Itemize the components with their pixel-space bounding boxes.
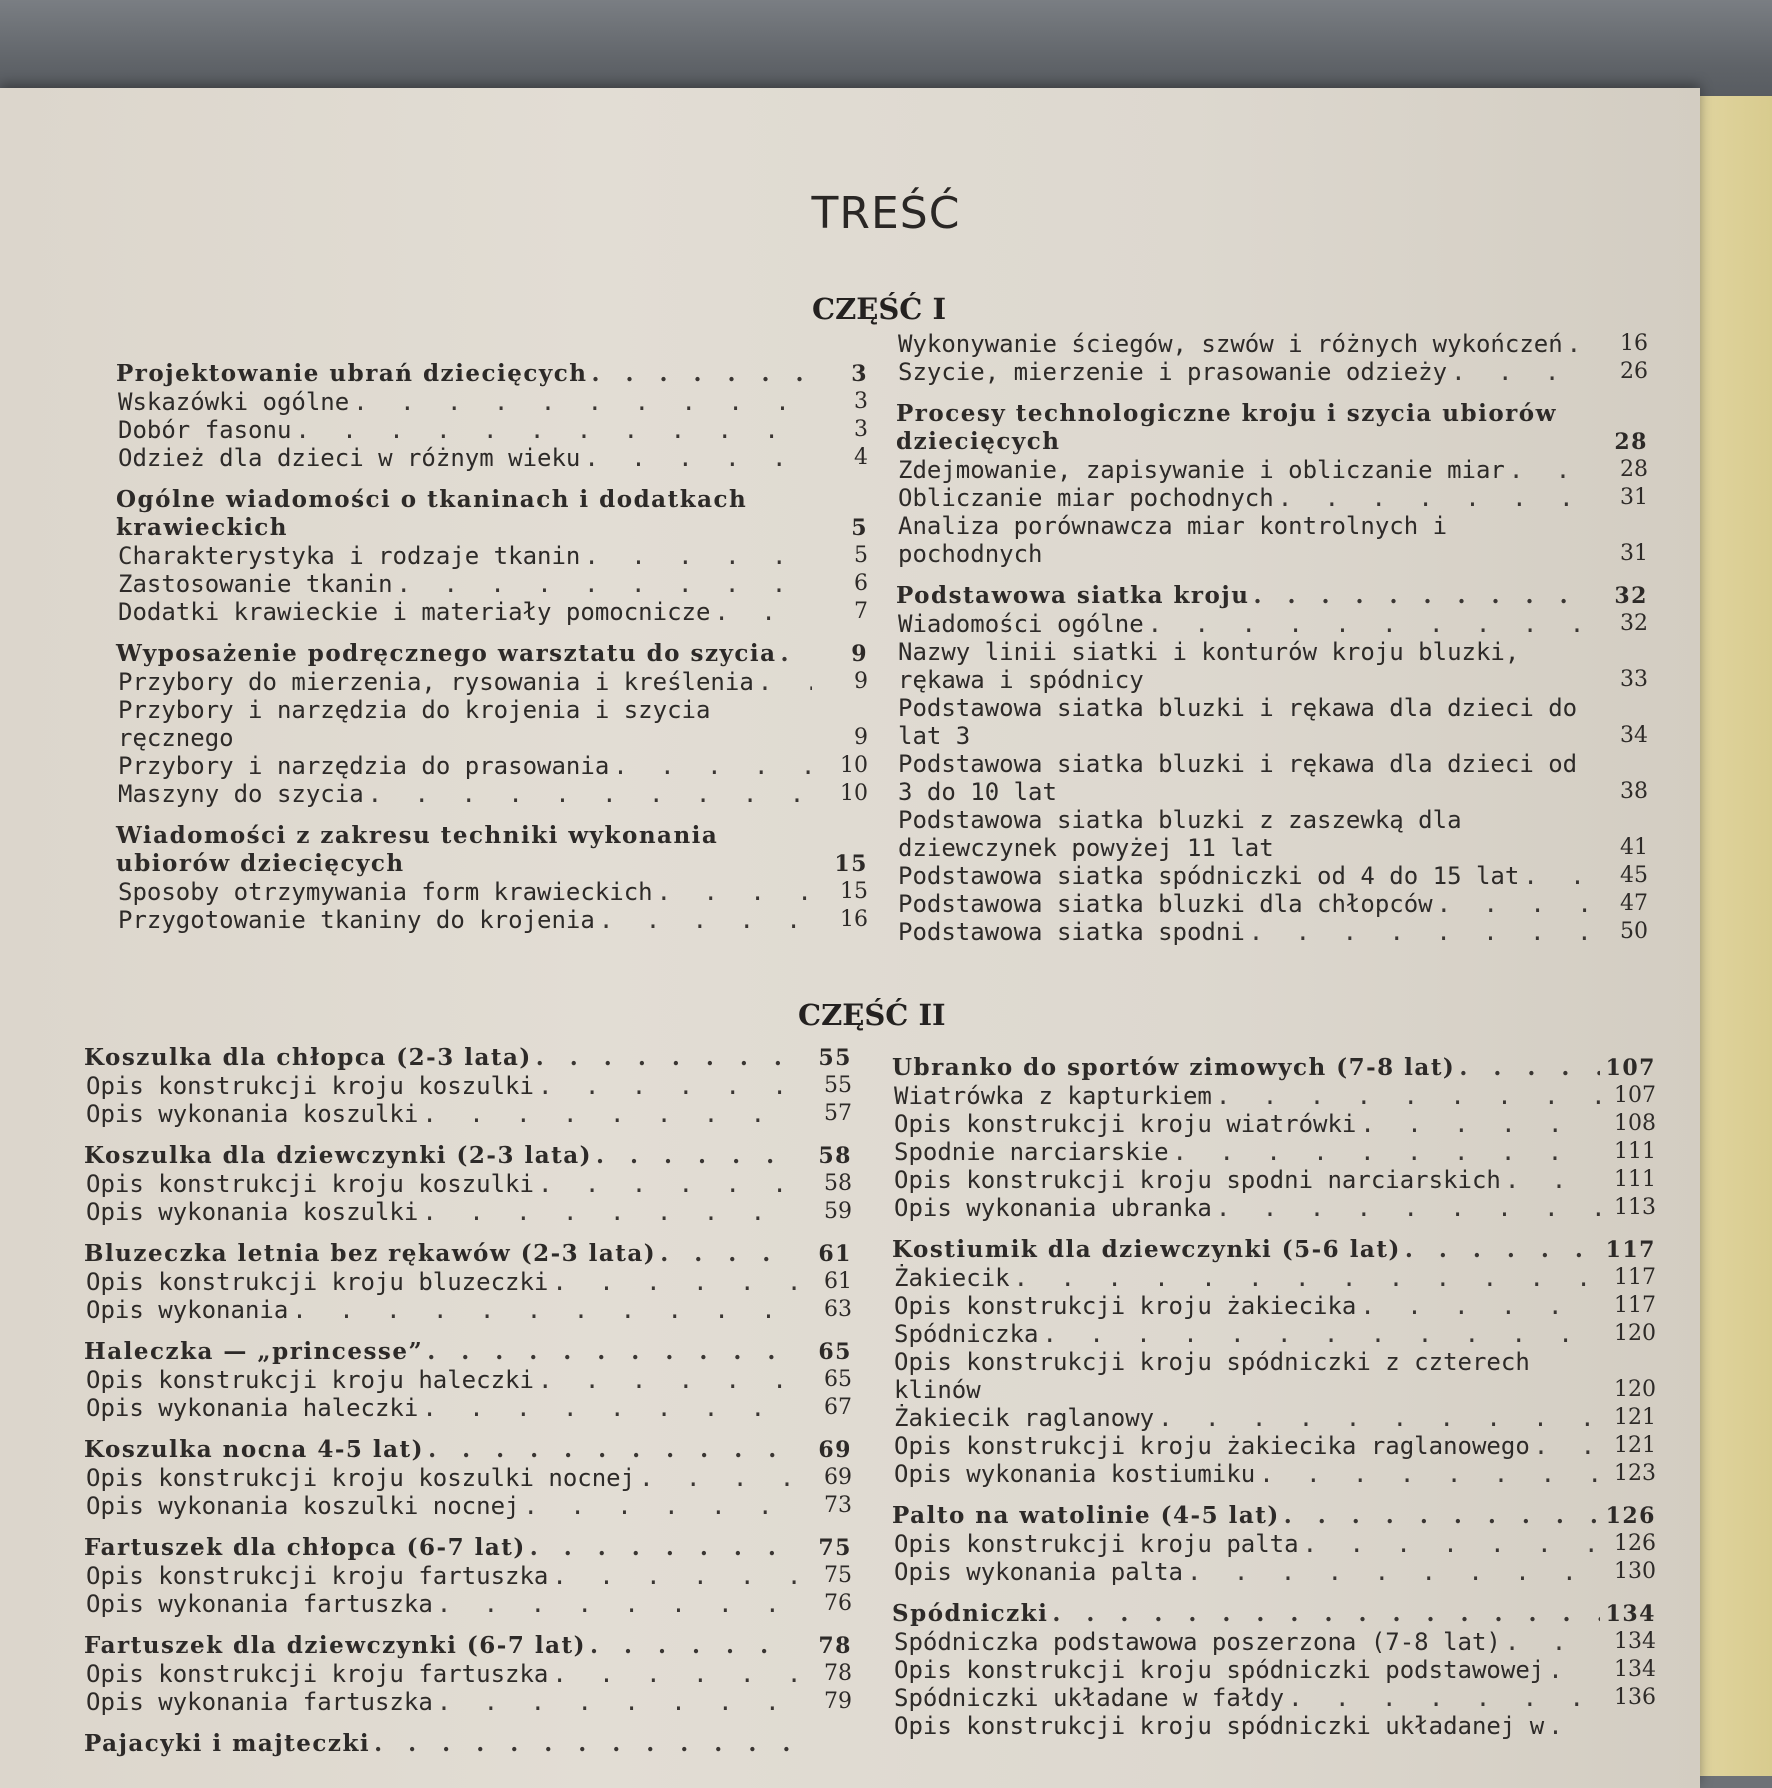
toc-entry-title: Podstawowa siatka kroju xyxy=(896,582,1250,609)
toc-entry-title: Opis konstrukcji kroju koszulki xyxy=(86,1170,534,1198)
toc-page-number: 117 xyxy=(1605,1237,1656,1263)
toc-section-entry xyxy=(84,1632,852,1660)
toc-entry xyxy=(892,1138,1656,1166)
toc-entry-title: Palto na watolinie (4-5 lat) xyxy=(892,1502,1280,1529)
part-1-heading: CZĘŚĆ I xyxy=(812,292,947,326)
toc-page-number: 111 xyxy=(1614,1167,1656,1192)
toc-entry xyxy=(892,1082,1656,1110)
part-2-left-column xyxy=(84,1044,852,1758)
toc-section-entry xyxy=(84,1534,852,1562)
dot-leader xyxy=(523,1492,796,1520)
toc-entry-title: Opis wykonania ubranka xyxy=(894,1194,1212,1222)
toc-page-number: 16 xyxy=(840,907,868,932)
toc-page-number: 123 xyxy=(1614,1461,1656,1486)
toc-page-number: 15 xyxy=(840,879,868,904)
toc-entry xyxy=(896,456,1648,484)
toc-entry xyxy=(896,484,1648,512)
dot-leader xyxy=(1284,1502,1600,1530)
toc-entry-title: Podstawowa siatka bluzki z zaszewką dla dziewczynek powyżej 11 lat xyxy=(898,806,1462,862)
toc-entry-title: Opis konstrukcji kroju haleczki xyxy=(86,1366,534,1394)
toc-page-number: 45 xyxy=(1620,863,1648,888)
toc-section-entry xyxy=(116,822,868,878)
toc-entry-title: Wiadomości ogólne xyxy=(898,610,1144,638)
toc-entry-title: Zdejmowanie, zapisywanie i obliczanie miar xyxy=(898,456,1505,484)
toc-entry xyxy=(896,694,1648,750)
toc-entry-title: Charakterystyka i rodzaje tkanin xyxy=(118,542,581,570)
dot-leader xyxy=(1459,1054,1600,1082)
dot-leader xyxy=(781,640,812,668)
toc-entry-title: Szycie, mierzenie i prasowanie odzieży xyxy=(898,358,1448,386)
toc-page-number: 107 xyxy=(1605,1055,1656,1081)
toc-entry-title: Opis konstrukcji kroju spódniczki układanej w xyxy=(894,1712,1545,1740)
dot-leader xyxy=(295,416,812,444)
dot-leader xyxy=(427,1338,796,1366)
dot-leader xyxy=(428,1436,796,1464)
toc-entry-title: Wskazówki ogólne xyxy=(118,388,350,416)
toc-entry-title: Opis konstrukcji kroju fartuszka xyxy=(86,1660,549,1688)
toc-page-number: 6 xyxy=(854,571,868,596)
toc-page-number: 79 xyxy=(824,1689,852,1714)
dot-leader xyxy=(437,1590,796,1618)
toc-entry xyxy=(84,1198,852,1226)
toc-entry-title: Opis konstrukcji kroju fartuszka xyxy=(86,1562,549,1590)
dot-leader xyxy=(1360,1110,1600,1138)
dot-leader xyxy=(422,1198,796,1226)
dot-leader xyxy=(397,570,812,598)
dot-leader xyxy=(1216,1194,1600,1222)
toc-entry xyxy=(116,752,868,780)
toc-section-entry xyxy=(896,582,1648,610)
toc-page-number: 59 xyxy=(824,1199,852,1224)
dot-leader xyxy=(714,598,812,626)
toc-page-number: 5 xyxy=(851,515,868,541)
toc-page-number: 134 xyxy=(1605,1601,1656,1627)
toc-entry xyxy=(84,1394,852,1422)
toc-entry-title: Opis wykonania fartuszka xyxy=(86,1688,433,1716)
dot-leader xyxy=(552,1562,796,1590)
toc-entry-title: Koszulka dla dziewczynki (2-3 lata) xyxy=(84,1142,593,1169)
dot-leader xyxy=(584,542,812,570)
toc-section-entry xyxy=(892,1236,1656,1264)
dot-leader xyxy=(1405,1236,1600,1264)
dot-leader xyxy=(1249,918,1592,946)
dot-leader xyxy=(1288,1684,1600,1712)
toc-entry xyxy=(116,878,868,906)
dot-leader xyxy=(596,1142,796,1170)
dot-leader xyxy=(1043,1320,1601,1348)
toc-entry-title: Analiza porównawcza miar kontrolnych i pochodnych xyxy=(898,512,1448,568)
toc-page-number: 126 xyxy=(1614,1531,1656,1556)
toc-page-number: 58 xyxy=(818,1143,852,1169)
toc-entry-title: Opis konstrukcji kroju palta xyxy=(894,1530,1299,1558)
toc-entry-title: Podstawowa siatka bluzki i rękawa dla dzieci od 3 do 10 lat xyxy=(898,750,1578,806)
toc-page-number: 121 xyxy=(1614,1405,1656,1430)
toc-entry xyxy=(116,780,868,808)
dot-leader xyxy=(292,1296,796,1324)
toc-entry-title: Przybory do mierzenia, rysowania i kreślenia xyxy=(118,668,754,696)
toc-entry xyxy=(896,862,1648,890)
toc-page-number: 9 xyxy=(854,669,868,694)
toc-page-number: 28 xyxy=(1620,457,1648,482)
toc-entry xyxy=(116,906,868,934)
toc-entry-title: Spodnie narciarskie xyxy=(894,1138,1169,1166)
toc-entry xyxy=(892,1656,1656,1684)
toc-entry-title: Nazwy linii siatki i konturów kroju bluzki, rękawa i spódnicy xyxy=(898,638,1520,694)
dot-leader xyxy=(353,388,812,416)
toc-page-number: 3 xyxy=(851,361,868,387)
toc-entry-title: Dobór fasonu xyxy=(118,416,292,444)
toc-entry xyxy=(116,444,868,472)
dot-leader xyxy=(591,360,812,388)
toc-page-number: 120 xyxy=(1614,1377,1656,1402)
toc-entry-title: Przygotowanie tkaniny do krojenia xyxy=(118,906,595,934)
toc-entry xyxy=(84,1170,852,1198)
toc-entry xyxy=(892,1558,1656,1586)
dot-leader xyxy=(590,1632,796,1660)
dot-leader xyxy=(639,1464,796,1492)
toc-page-number: 3 xyxy=(854,389,868,414)
part-1-left-column xyxy=(116,360,868,934)
page-title: TREŚĆ xyxy=(811,188,961,239)
dot-leader xyxy=(538,1170,796,1198)
toc-section-entry xyxy=(892,1054,1656,1082)
dot-leader xyxy=(1523,862,1592,890)
toc-entry-title: Projektowanie ubrań dziecięcych xyxy=(116,360,588,387)
toc-page-number: 78 xyxy=(818,1633,852,1659)
toc-entry-title: Ogólne wiadomości o tkaninach i dodatkach krawieckich xyxy=(116,486,748,541)
toc-entry-title: Fartuszek dla dziewczynki (6-7 lat) xyxy=(84,1632,586,1659)
toc-page-number: 121 xyxy=(1614,1433,1656,1458)
toc-entry xyxy=(84,1562,852,1590)
toc-section-entry xyxy=(116,640,868,668)
toc-section-entry xyxy=(84,1142,852,1170)
dot-leader xyxy=(657,878,812,906)
toc-entry xyxy=(896,512,1648,568)
toc-entry-title: Fartuszek dla chłopca (6-7 lat) xyxy=(84,1534,526,1561)
toc-entry xyxy=(84,1366,852,1394)
toc-entry-title: Opis wykonania xyxy=(86,1296,289,1324)
toc-entry xyxy=(892,1712,1656,1740)
toc-entry-title: Opis konstrukcji kroju żakiecika raglanowego xyxy=(894,1432,1530,1460)
toc-page-number: 10 xyxy=(840,781,868,806)
toc-entry-title: Sposoby otrzymywania form krawieckich xyxy=(118,878,653,906)
toc-entry xyxy=(892,1628,1656,1656)
toc-entry-title: Przybory i narzędzia do prasowania xyxy=(118,752,610,780)
toc-entry xyxy=(84,1590,852,1618)
dot-leader xyxy=(536,1044,796,1072)
toc-entry xyxy=(84,1268,852,1296)
toc-entry xyxy=(892,1292,1656,1320)
toc-page-number: 120 xyxy=(1614,1321,1656,1346)
dot-leader xyxy=(1278,484,1592,512)
toc-page-number: 67 xyxy=(824,1395,852,1420)
dot-leader xyxy=(1187,1558,1600,1586)
toc-entry xyxy=(84,1660,852,1688)
toc-entry xyxy=(84,1464,852,1492)
dot-leader xyxy=(1253,582,1592,610)
toc-entry-title: Maszyny do szycia xyxy=(118,780,364,808)
toc-entry-title: Opis konstrukcji kroju wiatrówki xyxy=(894,1110,1357,1138)
toc-entry-title: Podstawowa siatka bluzki i rękawa dla dzieci do lat 3 xyxy=(898,694,1578,750)
toc-entry-title: Dodatki krawieckie i materiały pomocnicze xyxy=(118,598,711,626)
toc-entry xyxy=(892,1194,1656,1222)
toc-page-number: 31 xyxy=(1620,485,1648,510)
toc-page-number: 7 xyxy=(854,599,868,624)
toc-entry-title: Opis konstrukcji kroju spódniczki z czterech klinów xyxy=(894,1348,1530,1404)
dot-leader xyxy=(538,1072,796,1100)
toc-entry-title: Opis konstrukcji kroju spodni narciarskich xyxy=(894,1166,1501,1194)
toc-section-entry xyxy=(116,360,868,388)
toc-page-number: 50 xyxy=(1620,919,1648,944)
toc-entry xyxy=(892,1530,1656,1558)
dot-leader xyxy=(584,444,812,472)
toc-section-entry xyxy=(892,1600,1656,1628)
toc-entry-title: Koszulka dla chłopca (2-3 lata) xyxy=(84,1044,532,1071)
dot-leader xyxy=(552,1268,796,1296)
toc-entry-title: Spódniczki xyxy=(892,1600,1049,1627)
toc-entry xyxy=(896,610,1648,638)
toc-section-entry xyxy=(84,1436,852,1464)
dot-leader xyxy=(1509,456,1592,484)
dot-leader xyxy=(1534,1432,1600,1460)
toc-entry xyxy=(116,416,868,444)
toc-entry xyxy=(892,1166,1656,1194)
toc-page-number: 32 xyxy=(1620,611,1648,636)
toc-entry xyxy=(84,1072,852,1100)
toc-entry xyxy=(896,890,1648,918)
part-2-heading: CZĘŚĆ II xyxy=(798,998,946,1032)
toc-entry xyxy=(892,1404,1656,1432)
toc-entry xyxy=(892,1460,1656,1488)
toc-entry-title: Opis wykonania haleczki xyxy=(86,1394,419,1422)
toc-page-number: 16 xyxy=(1620,331,1648,356)
toc-page-number: 107 xyxy=(1614,1083,1656,1108)
toc-entry xyxy=(892,1320,1656,1348)
toc-section-entry xyxy=(896,400,1648,456)
dot-leader xyxy=(1216,1082,1600,1110)
toc-page-number: 34 xyxy=(1620,723,1648,748)
dot-leader xyxy=(1360,1292,1600,1320)
toc-entry xyxy=(84,1492,852,1520)
toc-entry-title: Opis konstrukcji kroju spódniczki podstawowej xyxy=(894,1656,1545,1684)
dot-leader xyxy=(1505,1166,1600,1194)
toc-entry-title: Wiatrówka z kapturkiem xyxy=(894,1082,1212,1110)
dot-leader xyxy=(1303,1530,1600,1558)
toc-page-number: 117 xyxy=(1614,1293,1656,1318)
toc-entry-title: Wyposażenie podręcznego warsztatu do szycia xyxy=(116,640,777,667)
toc-page-number: 75 xyxy=(818,1535,852,1561)
toc-entry xyxy=(896,638,1648,694)
toc-entry-title: Podstawowa siatka spódniczki od 4 do 15 lat xyxy=(898,862,1520,890)
toc-entry-title: Pajacyki i majteczki xyxy=(84,1730,371,1757)
toc-entry-title: Zastosowanie tkanin xyxy=(118,570,393,598)
toc-section-entry xyxy=(116,486,868,542)
toc-page-number: 134 xyxy=(1614,1657,1656,1682)
dot-leader xyxy=(374,1730,796,1758)
toc-entry-title: Przybory i narzędzia do krojenia i szycia ręcznego xyxy=(118,696,711,752)
dot-leader xyxy=(1014,1264,1600,1292)
toc-page-number: 28 xyxy=(1614,429,1648,455)
toc-page-number: 26 xyxy=(1620,359,1648,384)
toc-page-number: 38 xyxy=(1620,779,1648,804)
toc-page-number: 4 xyxy=(854,445,868,470)
toc-entry xyxy=(892,1684,1656,1712)
toc-page-number: 65 xyxy=(818,1339,852,1365)
dot-leader xyxy=(1052,1600,1600,1628)
dot-leader xyxy=(1437,890,1592,918)
toc-entry-title: Podstawowa siatka bluzki dla chłopców xyxy=(898,890,1433,918)
toc-page-number: 130 xyxy=(1614,1559,1656,1584)
toc-entry xyxy=(84,1100,852,1128)
toc-entry-title: Spódniczka xyxy=(894,1320,1039,1348)
toc-page-number: 15 xyxy=(834,851,868,877)
toc-page-number: 47 xyxy=(1620,891,1648,916)
dot-leader xyxy=(437,1688,796,1716)
toc-entry xyxy=(116,570,868,598)
dot-leader xyxy=(1259,1460,1600,1488)
toc-entry-title: Żakiecik raglanowy xyxy=(894,1404,1155,1432)
toc-entry xyxy=(116,696,868,752)
part-1-right-column xyxy=(896,330,1648,946)
toc-entry xyxy=(84,1688,852,1716)
toc-page-number: 65 xyxy=(824,1367,852,1392)
toc-entry-title: Procesy technologiczne kroju i szycia ubiorów dziecięcych xyxy=(896,400,1557,455)
toc-page-number: 113 xyxy=(1614,1195,1656,1220)
toc-entry-title: Ubranko do sportów zimowych (7-8 lat) xyxy=(892,1054,1456,1081)
toc-entry-title: Opis konstrukcji kroju żakiecika xyxy=(894,1292,1357,1320)
part-2-right-column xyxy=(892,1054,1656,1740)
toc-page-number: 61 xyxy=(818,1241,852,1267)
toc-entry-title: Haleczka — „princesse” xyxy=(84,1338,424,1365)
dot-leader xyxy=(758,668,812,696)
toc-section-entry xyxy=(84,1338,852,1366)
toc-page-number: 3 xyxy=(854,417,868,442)
dot-leader xyxy=(613,752,812,780)
toc-entry xyxy=(896,806,1648,862)
toc-page-number: 33 xyxy=(1620,667,1648,692)
dot-leader xyxy=(530,1534,796,1562)
toc-page-number: 9 xyxy=(851,641,868,667)
toc-section-entry xyxy=(84,1044,852,1072)
toc-entry xyxy=(892,1348,1656,1404)
toc-entry xyxy=(892,1432,1656,1460)
dot-leader xyxy=(1158,1404,1600,1432)
toc-page-number: 117 xyxy=(1614,1265,1656,1290)
toc-entry xyxy=(892,1110,1656,1138)
dot-leader xyxy=(422,1100,796,1128)
toc-page-number: 76 xyxy=(824,1591,852,1616)
dot-leader xyxy=(1505,1628,1600,1656)
toc-entry-title: Podstawowa siatka spodni xyxy=(898,918,1245,946)
toc-entry xyxy=(116,542,868,570)
toc-page-number: 111 xyxy=(1614,1139,1656,1164)
toc-entry xyxy=(84,1296,852,1324)
dot-leader xyxy=(660,1240,796,1268)
dot-leader xyxy=(599,906,812,934)
toc-page-number: 5 xyxy=(854,543,868,568)
dot-leader xyxy=(1567,330,1592,358)
dot-leader xyxy=(538,1366,796,1394)
toc-entry-title: Obliczanie miar pochodnych xyxy=(898,484,1274,512)
toc-page-number: 61 xyxy=(824,1269,852,1294)
toc-page-number: 69 xyxy=(818,1437,852,1463)
toc-entry-title: Spódniczki układane w fałdy xyxy=(894,1684,1285,1712)
toc-page-number: 108 xyxy=(1614,1111,1656,1136)
dot-leader xyxy=(1451,358,1592,386)
toc-section-entry xyxy=(84,1730,852,1758)
toc-entry-title: Odzież dla dzieci w różnym wieku xyxy=(118,444,581,472)
dot-leader xyxy=(422,1394,796,1422)
toc-entry-title: Opis wykonania palta xyxy=(894,1558,1183,1586)
toc-entry xyxy=(116,598,868,626)
toc-page-number: 41 xyxy=(1620,835,1648,860)
dot-leader xyxy=(368,780,812,808)
toc-page-number: 73 xyxy=(824,1493,852,1518)
toc-entry-title: Opis wykonania koszulki nocnej xyxy=(86,1492,520,1520)
dot-leader xyxy=(1173,1138,1600,1166)
toc-entry-title: Opis konstrukcji kroju bluzeczki xyxy=(86,1268,549,1296)
toc-entry xyxy=(896,358,1648,386)
toc-page-number: 31 xyxy=(1620,541,1648,566)
toc-entry-title: Wiadomości z zakresu techniki wykonania ubiorów dziecięcych xyxy=(116,822,719,877)
toc-page-number: 55 xyxy=(818,1045,852,1071)
toc-section-entry xyxy=(892,1502,1656,1530)
toc-page-number: 57 xyxy=(824,1101,852,1126)
dot-leader xyxy=(1148,610,1592,638)
toc-entry xyxy=(116,388,868,416)
toc-entry-title: Opis wykonania fartuszka xyxy=(86,1590,433,1618)
toc-page-number: 69 xyxy=(824,1465,852,1490)
toc-page-number: 126 xyxy=(1605,1503,1656,1529)
toc-entry xyxy=(896,330,1648,358)
toc-section-entry xyxy=(84,1240,852,1268)
dot-leader xyxy=(552,1660,796,1688)
toc-entry xyxy=(896,918,1648,946)
toc-entry-title: Kostiumik dla dziewczynki (5-6 lat) xyxy=(892,1236,1401,1263)
toc-page-number: 136 xyxy=(1614,1685,1656,1710)
dot-leader xyxy=(1548,1656,1600,1684)
toc-entry-title: Koszulka nocna 4-5 lat) xyxy=(84,1436,425,1463)
toc-entry-title: Spódniczka podstawowa poszerzona (7-8 lat) xyxy=(894,1628,1501,1656)
toc-page-number: 63 xyxy=(824,1297,852,1322)
toc-entry-title: Opis wykonania koszulki xyxy=(86,1198,419,1226)
toc-page-number: 78 xyxy=(824,1661,852,1686)
toc-entry-title: Opis wykonania koszulki xyxy=(86,1100,419,1128)
toc-entry xyxy=(116,668,868,696)
toc-entry-title: Opis konstrukcji kroju koszulki nocnej xyxy=(86,1464,636,1492)
toc-entry xyxy=(896,750,1648,806)
toc-entry-title: Wykonywanie ściegów, szwów i różnych wykończeń xyxy=(898,330,1563,358)
toc-entry xyxy=(892,1264,1656,1292)
toc-entry-title: Opis konstrukcji kroju koszulki xyxy=(86,1072,534,1100)
toc-page-number: 58 xyxy=(824,1171,852,1196)
toc-page-number: 75 xyxy=(824,1563,852,1588)
toc-page-number: 55 xyxy=(824,1073,852,1098)
toc-entry-title: Bluzeczka letnia bez rękawów (2-3 lata) xyxy=(84,1240,657,1267)
toc-page-number: 9 xyxy=(854,725,868,750)
toc-entry-title: Żakiecik xyxy=(894,1264,1010,1292)
dot-leader xyxy=(1548,1712,1600,1740)
toc-entry-title: Opis wykonania kostiumiku xyxy=(894,1460,1256,1488)
toc-page-number: 134 xyxy=(1614,1629,1656,1654)
toc-page-number: 10 xyxy=(840,753,868,778)
toc-page-number: 32 xyxy=(1614,583,1648,609)
